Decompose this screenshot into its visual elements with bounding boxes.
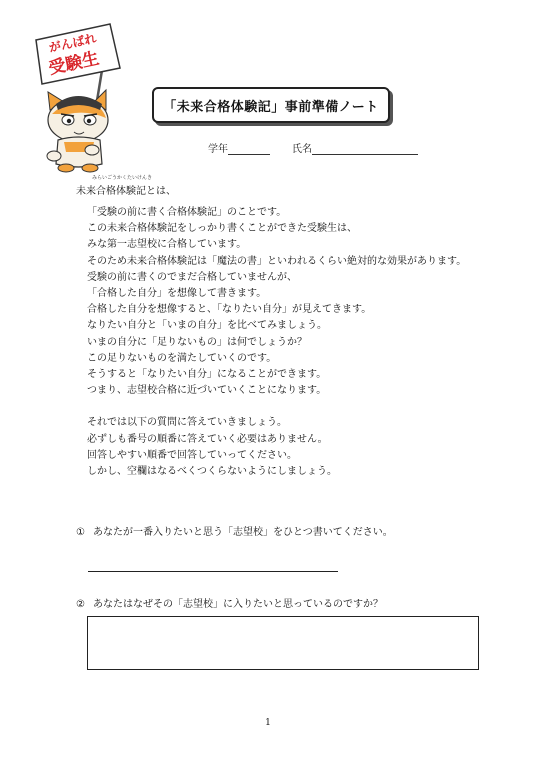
body-line: 必ずしも番号の順番に答えていく必要はありません。 — [87, 433, 328, 445]
body-line: いまの自分に「足りないもの」は何でしょうか？ — [87, 336, 307, 348]
question-text: あなたが一番入りたいと思う「志望校」をひとつ書いてください。 — [92, 527, 393, 538]
question-text: あなたはなぜその「志望校」に入りたいと思っているのですか？ — [92, 599, 383, 610]
body-line: 合格した自分を想像すると、「なりたい自分」が見えてきます。 — [87, 304, 372, 316]
name-field[interactable] — [292, 140, 418, 155]
mascot-cat-flag-icon — [28, 18, 138, 178]
intro-heading-ruby: みらいごうかくたいけんき — [92, 175, 153, 181]
question-number: ② — [76, 599, 85, 610]
body-line: この足りないものを満たしていくのです。 — [87, 352, 277, 364]
question-2 — [76, 595, 383, 610]
question-1 — [76, 523, 393, 538]
body-line: つまり、志望校合格に近づいていくことになります。 — [87, 385, 327, 397]
grade-input-line[interactable] — [228, 143, 270, 155]
body-line: 回答しやすい順番で回答していってください。 — [87, 449, 297, 461]
answer-box-q2[interactable] — [87, 616, 479, 670]
answer-line-q1[interactable] — [88, 571, 338, 572]
name-label: 氏名 — [292, 144, 312, 155]
body-line: 「受験の前に書く合格体験記」のことです。 — [87, 207, 287, 218]
page-title: 「未来合格体験記」事前準備ノート — [152, 87, 390, 123]
body-line: そのため未来合格体験記は「魔法の書」といわれるくらい絶対的な効果があります。 — [87, 255, 467, 267]
body-line: そうすると「なりたい自分」になることができます。 — [87, 369, 327, 381]
flag-text-line1: がんばれ — [47, 31, 98, 55]
flag-text-line2: 受験生 — [46, 48, 101, 79]
question-number: ① — [76, 527, 85, 538]
paragraph-gap — [87, 399, 487, 415]
grade-label: 学年 — [208, 144, 228, 155]
body-line: しかし、空欄はなるべくつくらないようにしましょう。 — [87, 466, 337, 478]
body-line: 「合格した自分」を想像して書きます。 — [87, 288, 267, 300]
intro-body — [87, 205, 487, 480]
intro-heading: 未来合格体験記とは、 — [76, 186, 176, 197]
page-number: 1 — [265, 718, 271, 728]
body-line: なりたい自分と「いまの自分」を比べてみましょう。 — [87, 320, 327, 332]
body-line: みな第一志望校に合格しています。 — [87, 239, 247, 251]
grade-field[interactable] — [208, 140, 270, 155]
body-line: それでは以下の質問に答えていきましょう。 — [87, 417, 287, 429]
name-input-line[interactable] — [312, 143, 418, 155]
body-line: 受験の前に書くのでまだ合格していませんが、 — [87, 271, 297, 283]
body-line: この未来合格体験記をしっかり書くことができた受験生は、 — [87, 223, 357, 235]
